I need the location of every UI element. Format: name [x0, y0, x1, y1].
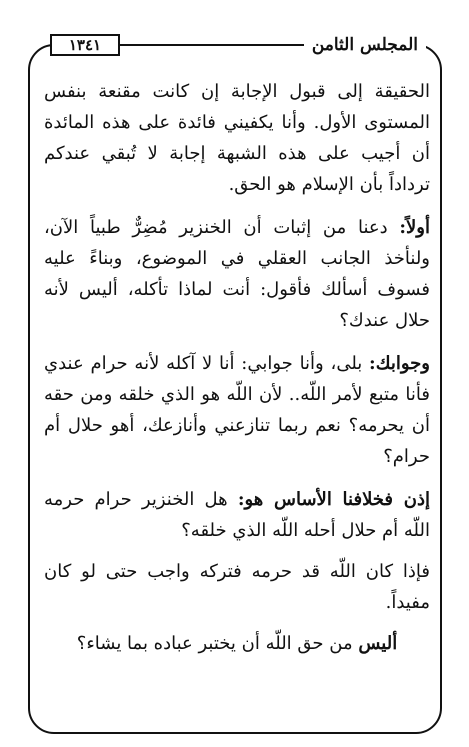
- paragraph-2-text: دعنا من إثبات أن الخنزير مُضِرٌّ طبياً الآن، ولنأخذ الجانب العقلي في الموضوع، وبناءً عليه فسوف أسألك فأقول: أنت لماذا تأكله، أليس لأنه حلال عندك؟: [44, 217, 430, 331]
- chapter-title: المجلس الثامن: [304, 34, 426, 56]
- paragraph-3: [44, 348, 430, 472]
- paragraph-3-lead: وجوابك:: [369, 353, 430, 374]
- paragraph-1-text: الحقيقة إلى قبول الإجابة إن كانت مقنعة بنفس المستوى الأول. وأنا يكفيني فائدة على هذه المائدة أن أجيب على هذه الشبهة إجابة لا تُبقي عندكم ترداداً بأن الإسلام هو الحق.: [44, 81, 430, 195]
- paragraph-4-lead: إذن فخلافنا الأساس هو:: [237, 489, 430, 510]
- paragraph-2: [44, 212, 430, 336]
- paragraph-5-text: فإذا كان اللّه قد حرمه فتركه واجب حتى لو كان مفيداً.: [44, 561, 430, 613]
- paragraph-4: [44, 484, 430, 546]
- paragraph-6-lead: أليس: [358, 633, 398, 654]
- paragraph-3-text: بلى، وأنا جوابي: أنا لا آكله لأنه حرام عندي فأنا متبع لأمر اللّه.. لأن اللّه هو الذي خلقه ومن حقه أن يحرمه؟ نعم ربما تنازعني وأنازعك، أهو حلال أم حرام؟: [44, 353, 430, 467]
- page-header: [40, 30, 432, 60]
- page-body: [44, 76, 430, 671]
- paragraph-1: [44, 76, 430, 200]
- page-number: ١٣٤١: [50, 34, 120, 56]
- paragraph-4-text: هل الخنزير حرام حرمه اللّه أم حلال أحله اللّه الذي خلقه؟: [44, 489, 430, 541]
- paragraph-2-lead: أولاً:: [399, 217, 430, 238]
- paragraph-6-text: من حق اللّه أن يختبر عباده بما يشاء؟: [76, 633, 359, 654]
- paragraph-5: [44, 556, 430, 618]
- paragraph-6: [44, 628, 430, 659]
